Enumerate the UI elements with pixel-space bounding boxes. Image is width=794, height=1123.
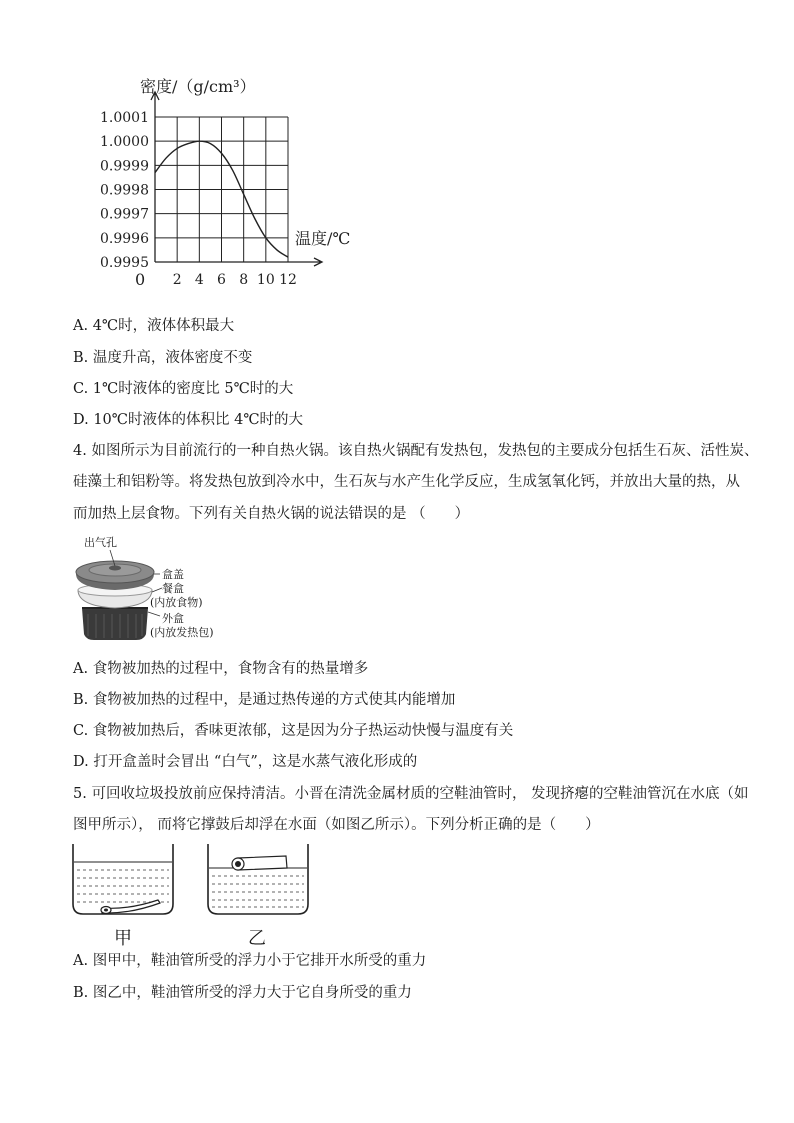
x-tick-label: 6 bbox=[217, 272, 226, 288]
q4-option-d: D. 打开盒盖时会冒出 “白气”，这是水蒸气液化形成的 bbox=[73, 754, 418, 770]
q4-stem-line-3: 而加热上层食物。下列有关自热火锅的说法错误的是 （ ） bbox=[73, 506, 470, 522]
x-axis-label: 温度/℃ bbox=[295, 229, 350, 248]
label-yi: 乙 bbox=[248, 928, 266, 949]
q4-stem-line-1: 4. 如图所示为目前流行的一种自热火锅。该自热火锅配有发热包，发热包的主要成分包括生石灰、活性炭、 bbox=[73, 443, 759, 459]
label-tray: 餐盒 bbox=[162, 582, 184, 595]
tube-beakers-figure bbox=[68, 842, 328, 952]
y-tick-label: 0.9997 bbox=[100, 206, 149, 223]
y-axis-label: 密度/（g/cm³） bbox=[140, 77, 256, 96]
q3-option-d: D. 10℃时液体的体积比 4℃时的大 bbox=[73, 412, 304, 428]
q5-option-a: A. 图甲中，鞋油管所受的浮力小于它排开水所受的重力 bbox=[73, 953, 427, 969]
x-tick-label: 10 bbox=[256, 272, 275, 288]
origin-label: 0 bbox=[135, 270, 146, 289]
q5-option-b: B. 图乙中，鞋油管所受的浮力大于它自身所受的重力 bbox=[73, 985, 412, 1001]
label-outer-note: (内放发热包) bbox=[150, 626, 214, 639]
density-chart bbox=[60, 70, 350, 300]
q5-stem-line-2: 图甲所示）， 而将它撑鼓后却浮在水面（如图乙所示）。下列分析正确的是（ ） bbox=[73, 817, 600, 833]
label-outer: 外盒 bbox=[162, 612, 184, 625]
label-jia: 甲 bbox=[114, 928, 132, 949]
q4-option-c: C. 食物被加热后，香味更浓郁，这是因为分子热运动快慢与温度有关 bbox=[73, 723, 514, 739]
beakers-illustration bbox=[68, 842, 328, 922]
label-lid: 盒盖 bbox=[162, 568, 184, 581]
q3-option-a: A. 4℃时，液体体积最大 bbox=[73, 318, 235, 334]
x-axis bbox=[155, 258, 322, 266]
q4-stem-line-2: 硅藻土和铝粉等。将发热包放到冷水中，生石灰与水产生化学反应，生成氢氧化钙，并放出大量的热，从 bbox=[73, 474, 740, 490]
y-tick-label: 0.9995 bbox=[100, 255, 149, 271]
q4-option-b: B. 食物被加热的过程中，是通过热传递的方式使其内能增加 bbox=[73, 692, 456, 708]
self-heating-hotpot-figure bbox=[70, 534, 230, 644]
y-tick-label: 0.9999 bbox=[100, 158, 149, 175]
y-tick-label: 0.9998 bbox=[100, 182, 149, 199]
x-tick-label: 4 bbox=[194, 272, 204, 288]
y-tick-label: 1.0000 bbox=[100, 134, 149, 151]
y-tick-label: 1.0001 bbox=[100, 110, 149, 126]
q5-stem-line-1: 5. 可回收垃圾投放前应保持清洁。小晋在清洗金属材质的空鞋油管时， 发现挤瘪的空鞋油管沉在水底（如 bbox=[73, 786, 749, 802]
chart-ticks bbox=[100, 110, 297, 288]
x-tick-label: 12 bbox=[279, 272, 297, 288]
label-vent: 出气孔 bbox=[84, 536, 117, 549]
q3-option-b: B. 温度升高，液体密度不变 bbox=[73, 350, 253, 366]
x-tick-label: 8 bbox=[239, 272, 249, 288]
y-tick-label: 0.9996 bbox=[100, 230, 149, 247]
x-tick-label: 2 bbox=[172, 272, 182, 288]
q4-option-a: A. 食物被加热的过程中，食物含有的热量增多 bbox=[73, 661, 369, 677]
q3-option-c: C. 1℃时液体的密度比 5℃时的大 bbox=[73, 381, 294, 397]
label-tray-note: (内放食物) bbox=[150, 596, 203, 609]
